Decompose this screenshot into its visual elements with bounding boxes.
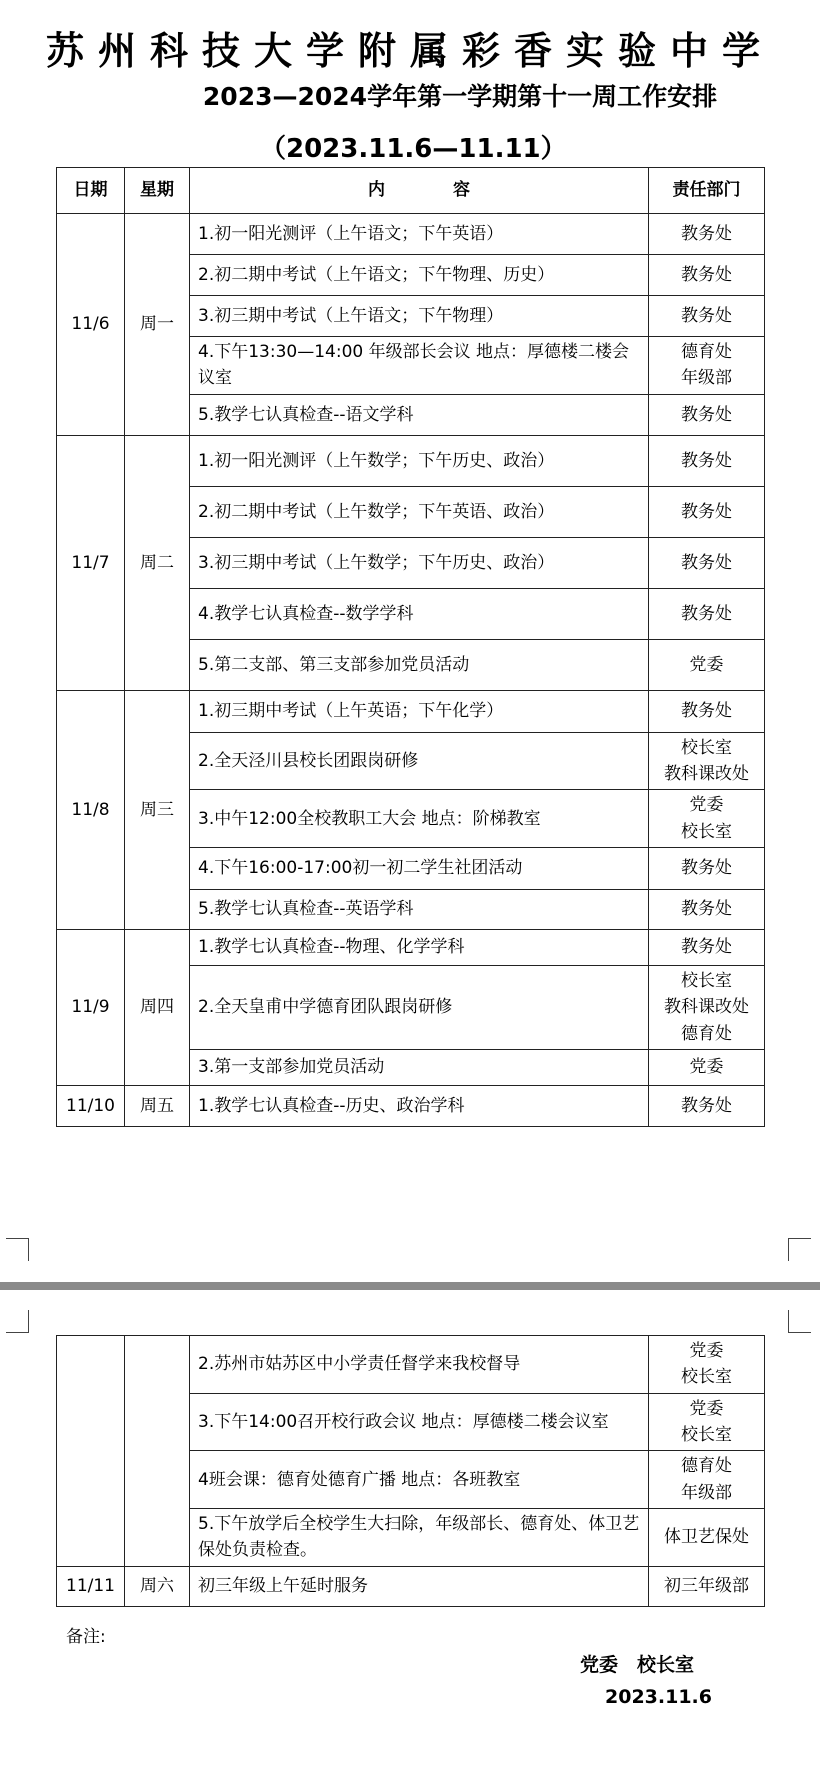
dept-line: 教务处 [681,899,732,920]
dept-line: 党委 [689,1057,724,1078]
content-cell: 2.苏州市姑苏区中小学责任督学来我校督导 [190,1336,649,1394]
dept-line: 校长室 [681,971,732,992]
dept-cell [649,930,765,966]
dept-cell [649,1336,765,1394]
content-cell: 4.下午16:00-17:00初一初二学生社团活动 [190,848,649,890]
dept-cell [649,639,765,690]
table-row [57,435,765,486]
dept-line: 党委 [689,1341,724,1361]
crop-mark [6,1310,29,1333]
dept-line: 德育处 [681,1456,732,1477]
content-cell: 5.教学七认真检查--英语学科 [190,890,649,930]
dept-line: 德育处 [681,342,732,362]
dept-line: 教科课改处 [664,764,749,785]
date-cell: 11/11 [57,1566,125,1606]
dept-line: 党委 [689,654,724,675]
dept-line: 党委 [689,795,724,816]
signature-date: 2023.11.6 [605,1686,712,1708]
content-cell: 1.初一阳光测评（上午数学；下午历史、政治） [190,435,649,486]
table-row [57,214,765,255]
signature: 党委 校长室 [580,1654,695,1676]
dept-line: 教务处 [681,1095,732,1116]
header-weekday: 星期 [125,168,190,214]
dept-line: 教务处 [681,450,732,471]
dept-line: 德育处 [681,1023,732,1044]
dept-cell [649,255,765,296]
dept-line: 年级部 [681,1482,732,1503]
dept-line: 党委 [689,1398,724,1419]
content-cell: 2.初二期中考试（上午语文；下午物理、历史） [190,255,649,296]
dept-cell [649,1566,765,1606]
dept-cell [649,537,765,588]
table-row [57,1336,765,1394]
content-cell: 1.教学七认真检查--历史、政治学科 [190,1086,649,1127]
content-cell: 5.第二支部、第三支部参加党员活动 [190,639,649,690]
content-cell: 3.第一支部参加党员活动 [190,1050,649,1086]
content-cell: 2.全天皇甫中学德育团队跟岗研修 [190,966,649,1050]
content-cell: 1.教学七认真检查--物理、化学学科 [190,930,649,966]
weekday-cell: 周三 [125,690,190,929]
date-cell: 11/9 [57,930,125,1086]
date-cell: 11/10 [57,1086,125,1127]
content-cell: 2.全天泾川县校长团跟岗研修 [190,732,649,790]
dept-line: 教务处 [681,223,732,244]
dept-cell [649,1393,765,1451]
dept-line: 教务处 [681,305,732,326]
dept-line: 教务处 [681,937,732,958]
dept-cell [649,588,765,639]
dept-line: 教务处 [681,404,732,425]
content-cell: 3.初三期中考试（上午语文；下午物理） [190,296,649,337]
dept-cell [649,790,765,848]
table-row [57,1086,765,1127]
dept-cell [649,486,765,537]
document-title: 2023—2024学年第一学期第十一周工作安排 [202,82,718,111]
content-cell: 3.中午12:00全校教职工大会 地点：阶梯教室 [190,790,649,848]
dept-cell [649,394,765,435]
dept-cell [649,1509,765,1567]
crop-mark [788,1238,811,1261]
crop-mark [788,1310,811,1333]
content-cell: 4.教学七认真检查--数学学科 [190,588,649,639]
dept-line: 教务处 [681,552,732,573]
dept-line: 教务处 [681,858,732,879]
dept-cell [649,337,765,395]
content-cell: 1.初三期中考试（上午英语；下午化学） [190,690,649,732]
weekday-cell: 周一 [125,214,190,436]
weekday-cell: 周六 [125,1566,190,1606]
dept-line: 教务处 [681,701,732,722]
header-date: 日期 [57,168,125,214]
weekday-cell: 周四 [125,930,190,1086]
weekday-cell: 周二 [125,435,190,690]
content-cell: 4.下午13:30—14:00 年级部长会议 地点：厚德楼二楼会议室 [190,337,649,395]
note-label: 备注: [66,1627,106,1647]
content-cell: 4班会课：德育处德育广播 地点：各班教室 [190,1451,649,1509]
page-separator [0,1282,820,1290]
date-range: （2023.11.6—11.11） [260,134,567,164]
dept-line: 校长室 [681,737,732,758]
dept-line: 体卫艺保处 [664,1527,749,1548]
dept-cell [649,732,765,790]
school-name: 苏州科技大学附属彩香实验中学 [45,29,774,73]
dept-cell [649,1050,765,1086]
dept-cell [649,690,765,732]
dept-cell [649,435,765,486]
table-row [57,930,765,966]
dept-line: 校长室 [681,1367,732,1388]
dept-cell [649,1451,765,1509]
dept-cell [649,214,765,255]
table-row [57,690,765,732]
dept-line: 校长室 [681,821,732,842]
date-cell: 11/7 [57,435,125,690]
header-content: 内 容 [190,168,649,214]
table-header-row [57,168,765,214]
dept-cell [649,966,765,1050]
content-cell: 3.初三期中考试（上午数学；下午历史、政治） [190,537,649,588]
schedule-table [56,167,765,1127]
dept-line: 年级部 [681,368,732,389]
crop-mark [6,1238,29,1261]
dept-line: 教务处 [681,603,732,624]
dept-line: 教科课改处 [664,997,749,1018]
content-cell: 3.下午14:00召开校行政会议 地点：厚德楼二楼会议室 [190,1393,649,1451]
dept-line: 教务处 [681,264,732,285]
dept-cell [649,1086,765,1127]
dept-line: 初三年级部 [664,1576,749,1597]
content-cell: 5.下午放学后全校学生大扫除，年级部长、德育处、体卫艺保处负责检查。 [190,1509,649,1567]
content-cell: 初三年级上午延时服务 [190,1566,649,1606]
dept-cell [649,296,765,337]
date-cell: 11/6 [57,214,125,436]
weekday-cell: 周五 [125,1086,190,1127]
dept-cell [649,890,765,930]
content-cell: 2.初二期中考试（上午数学；下午英语、政治） [190,486,649,537]
schedule-table-continued [56,1335,765,1607]
header-dept: 责任部门 [649,168,765,214]
date-cell [57,1336,125,1567]
dept-line: 校长室 [681,1425,732,1446]
content-cell: 5.教学七认真检查--语文学科 [190,394,649,435]
content-cell: 1.初一阳光测评（上午语文；下午英语） [190,214,649,255]
date-cell: 11/8 [57,690,125,929]
dept-line: 教务处 [681,501,732,522]
table-row [57,1566,765,1606]
dept-cell [649,848,765,890]
weekday-cell [125,1336,190,1567]
